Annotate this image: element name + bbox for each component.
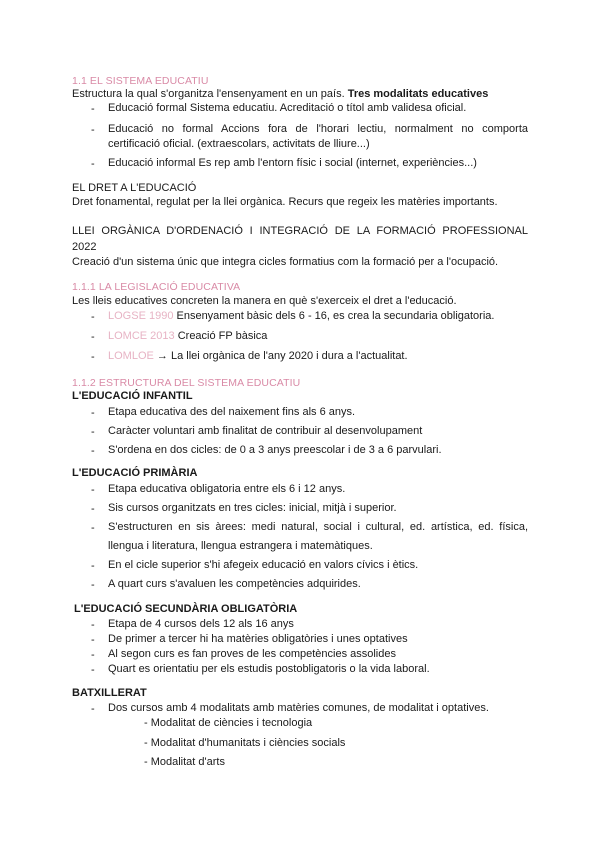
list-item: S'estructuren en sis àrees: medi natural, social i cultural, ed. artística, ed. física, <box>108 521 528 533</box>
list-item: Dos cursos amb 4 modalitats amb matèries comunes, de modalitat i optatives. <box>108 702 489 714</box>
modalitat-item: - Modalitat d'arts <box>144 756 225 768</box>
bullet-dash: - <box>91 503 95 515</box>
bullet-dash: - <box>91 664 95 676</box>
section-heading: 1.1 EL SISTEMA EDUCATIU <box>72 75 209 87</box>
section-heading: 1.1.2 ESTRUCTURA DEL SISTEMA EDUCATIU <box>72 377 301 389</box>
list-item-continuation: llengua i literatura, llengua estrangera i matemàtiques. <box>108 540 373 552</box>
law-item: LOMLOE → La llei orgànica de l'any 2020 i dura a l'actualitat. <box>108 350 408 362</box>
bullet-dash: - <box>91 619 95 631</box>
list-item: De primer a tercer hi ha matèries obligatòries i unes optatives <box>108 633 408 645</box>
bullet-dash: - <box>91 579 95 591</box>
bullet-dash: - <box>91 407 95 419</box>
paragraph: Les lleis educatives concreten la manera en què s'exerceix el dret a l'educació. <box>72 295 457 307</box>
law-item: LOMCE 2013 Creació FP bàsica <box>108 330 268 342</box>
bullet-dash: - <box>91 634 95 646</box>
list-item: En el cicle superior s'hi afegeix educació en valors cívics i ètics. <box>108 559 419 571</box>
paragraph: Dret fonamental, regulat per la llei orgànica. Recurs que regeix les matèries importants. <box>72 196 498 208</box>
subsection-title: L'EDUCACIÓ PRIMÀRIA <box>72 467 198 479</box>
subsection-title: L'EDUCACIÓ SECUNDÀRIA OBLIGATÒRIA <box>74 603 298 615</box>
bullet-dash: - <box>91 351 95 363</box>
subsection-title: BATXILLERAT <box>72 687 147 699</box>
modalitat-item: - Modalitat de ciències i tecnologia <box>144 717 313 729</box>
subheading: EL DRET A L'EDUCACIÓ <box>72 182 197 194</box>
bullet-dash: - <box>91 522 95 534</box>
list-item: Quart es orientatiu per els estudis postobligatoris o la vida laboral. <box>108 663 430 675</box>
bullet-dash: - <box>91 311 95 323</box>
bullet-dash: - <box>91 445 95 457</box>
list-item: Educació formal Sistema educatiu. Acreditació o títol amb validesa oficial. <box>108 102 467 114</box>
bullet-dash: - <box>91 649 95 661</box>
list-item: Etapa de 4 cursos dels 12 als 16 anys <box>108 618 294 630</box>
subsection-title: L'EDUCACIÓ INFANTIL <box>72 390 193 402</box>
list-item: Al segon curs es fan proves de les competències assolides <box>108 648 396 660</box>
list-item: Etapa educativa des del naixement fins als 6 anys. <box>108 406 356 418</box>
law-item: LOGSE 1990 Ensenyament bàsic dels 6 - 16, es crea la secundaria obligatoria. <box>108 310 495 322</box>
paragraph: Creació d'un sistema únic que integra cicles formatius com la formació per a l'ocupació. <box>72 256 499 268</box>
law-name[interactable]: LOMCE 2013 <box>108 330 175 342</box>
bullet-dash: - <box>91 484 95 496</box>
list-item: Etapa educativa obligatoria entre els 6 i 12 anys. <box>108 483 346 495</box>
paragraph: Estructura la qual s'organitza l'ensenyament en un país. Tres modalitats educatives <box>72 88 489 100</box>
section-heading: 1.1.1 LA LEGISLACIÓ EDUCATIVA <box>72 281 241 293</box>
list-item: A quart curs s'avaluen les competències adquirides. <box>108 578 361 590</box>
law-name[interactable]: LOMLOE <box>108 350 154 362</box>
list-item: Caràcter voluntari amb finalitat de contribuir al desenvolupament <box>108 425 423 437</box>
subheading: LLEI ORGÀNICA D'ORDENACIÓ I INTEGRACIÓ DE LA FORMACIÓ PROFESSIONAL <box>72 225 528 237</box>
bullet-dash: - <box>91 426 95 438</box>
list-item: S'ordena en dos cicles: de 0 a 3 anys preescolar i de 3 a 6 parvulari. <box>108 444 442 456</box>
subheading-continuation: 2022 <box>72 241 97 253</box>
law-name[interactable]: LOGSE 1990 <box>108 310 174 322</box>
modalitat-item: - Modalitat d'humanitats i ciències socials <box>144 737 346 749</box>
bullet-dash: - <box>91 560 95 572</box>
list-item-continuation: certificació oficial. (extraescolars, activitats de lliure...) <box>108 138 370 150</box>
list-item: Sis cursos organitzats en tres cicles: inicial, mitjà i superior. <box>108 502 397 514</box>
bullet-dash: - <box>91 158 95 170</box>
list-item: Educació no formal Accions fora de l'horari lectiu, normalment no comporta <box>108 123 528 135</box>
bullet-dash: - <box>91 124 95 136</box>
bullet-dash: - <box>91 331 95 343</box>
list-item: Educació informal Es rep amb l'entorn físic i social (internet, experiències...) <box>108 157 477 169</box>
bullet-dash: - <box>91 703 95 715</box>
bullet-dash: - <box>91 103 95 115</box>
